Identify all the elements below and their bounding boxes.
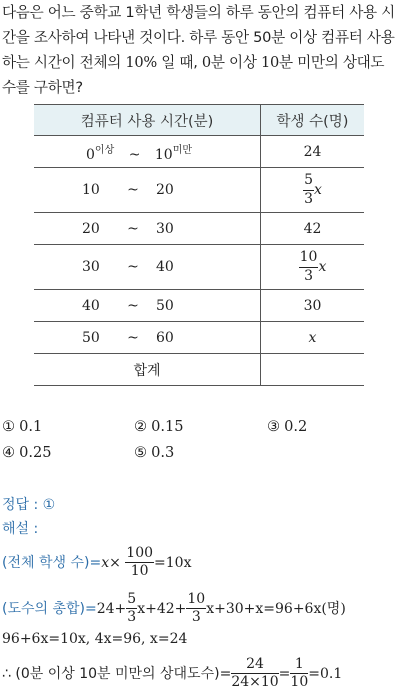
range-cell: 40 ~ 50 — [34, 290, 260, 322]
count-cell: 42 — [260, 213, 364, 245]
count-cell: $\frac{5}{3}$ x — [260, 168, 364, 213]
count-cell: $\frac{10}{3}$ x — [260, 245, 364, 290]
header-count: 학생 수(명) — [260, 105, 364, 136]
answer-mark: ① — [42, 497, 56, 513]
range-cell: 20 ~ 30 — [34, 213, 260, 245]
explanation-line-3: 96+6x=10x, 4x=96, x=24 — [2, 631, 188, 647]
sup-label: 미만 — [172, 144, 193, 156]
count-cell: 30 — [260, 290, 364, 322]
table-row — [34, 136, 364, 168]
range-cell: 10 ~ 20 — [34, 168, 260, 213]
choice-5[interactable]: ⑤ 0.3 — [134, 444, 175, 461]
choice-4[interactable]: ④ 0.25 — [2, 444, 52, 461]
count-cell: 24 — [260, 136, 364, 168]
choice-2[interactable]: ② 0.15 — [134, 418, 184, 435]
table-total-row — [34, 354, 364, 386]
total-value — [260, 354, 364, 386]
choice-1[interactable]: ① 0.1 — [2, 418, 43, 435]
header-time: 컴퓨터 사용 시간(분) — [34, 105, 260, 136]
explanation-label: 해설 : — [2, 521, 39, 537]
table-row — [34, 290, 364, 322]
choice-3[interactable]: ③ 0.2 — [267, 418, 308, 435]
range-cell: 50 ~ 60 — [34, 322, 260, 354]
table-row — [34, 168, 364, 213]
explanation-line-4: ∴ (0분 이상 10분 미만의 상대도수)= $\frac{24}{24\times 10}$ = $\frac{1}{10}$ =0.1 — [2, 656, 343, 691]
table-row — [34, 213, 364, 245]
total-label: 합계 — [34, 354, 260, 386]
frequency-table — [34, 104, 364, 386]
range-cell: 30 ~ 40 — [34, 245, 260, 290]
explanation-line-2: (도수의 총합)=24+ $\frac{5}{3}$ x+42+ $\frac{10}{3}$ x+30+x=96+6x(명) — [2, 591, 346, 626]
count-cell: x — [260, 322, 364, 354]
question-text: 다음은 어느 중학교 1학년 학생들의 하루 동안의 컴퓨터 사용 시간을 조사하여 나타낸 것이다. 하루 동안 50분 이상 컴퓨터 사용하는 시간이 전체의 10% 일 때, 0분 이상 10분 미만의 상대도수를 구하면? — [2, 4, 395, 96]
answer-label: 정답 : — [2, 497, 39, 513]
table-row — [34, 245, 364, 290]
answer-line — [2, 494, 400, 514]
table-header-row — [34, 105, 364, 136]
table-row — [34, 322, 364, 354]
explanation-line-1: (전체 학생 수)=x× $\frac{100}{10}$ =10x — [2, 545, 192, 580]
range-cell: $0^{이상}$ ~ $10^{미만}$ — [34, 136, 260, 168]
sup-label: 이상 — [94, 144, 115, 156]
